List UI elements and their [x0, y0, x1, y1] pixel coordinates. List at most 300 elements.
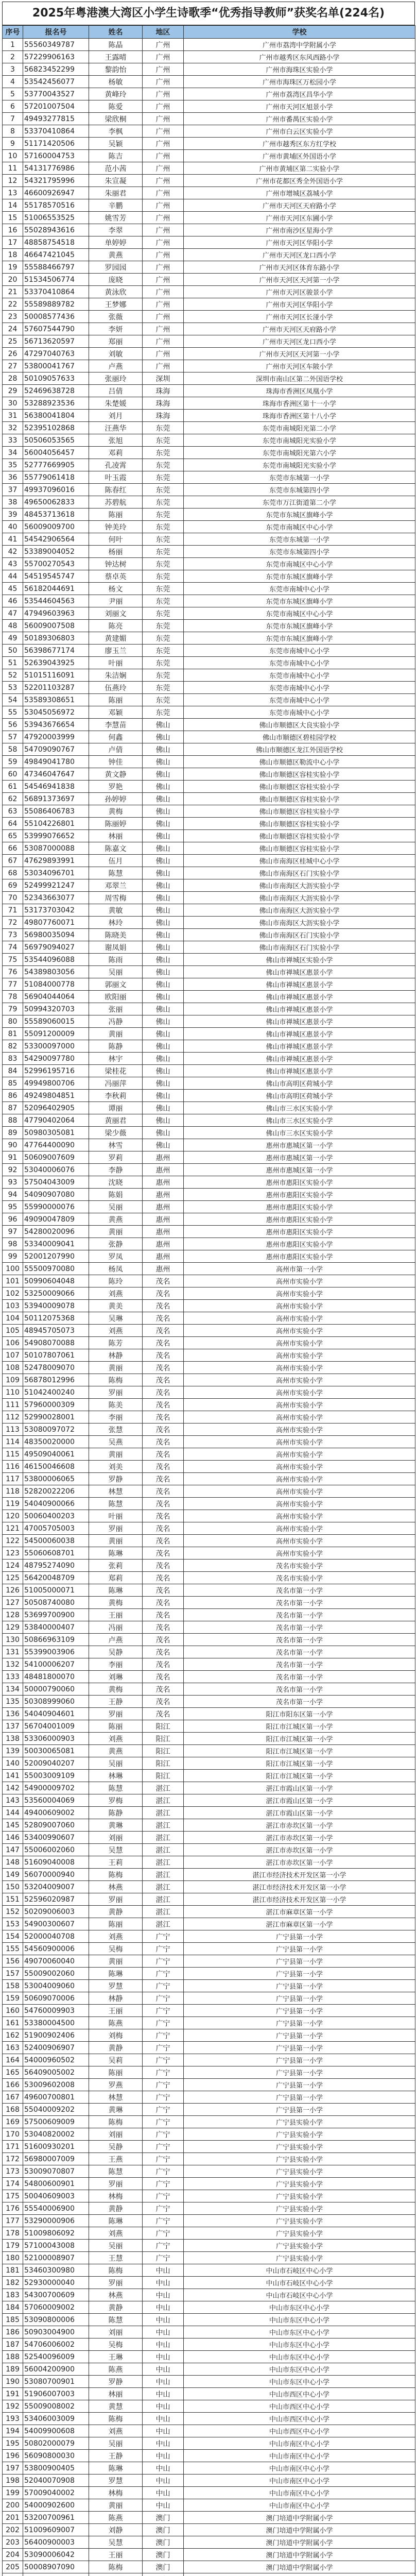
- row-registration-id: 53699700900: [23, 1609, 89, 1621]
- table-row: [3, 830, 415, 842]
- row-teacher-name: 杨敏: [89, 76, 143, 88]
- row-registration-id: 55028943616: [23, 224, 89, 236]
- row-region: 广宁: [143, 1943, 184, 1955]
- table-row: [3, 1522, 415, 1535]
- row-school: 佛山市禅城区惠景小学: [184, 1040, 415, 1053]
- row-registration-id: 54009900608: [23, 2425, 89, 2437]
- row-teacher-name: 王慧: [89, 2252, 143, 2264]
- row-teacher-name: 孔凌霄: [89, 459, 143, 471]
- row-registration-id: 54389803056: [23, 966, 89, 978]
- row-registration-id: 54040904601: [23, 1708, 89, 1720]
- row-region: 东莞: [143, 657, 184, 669]
- row-index: 121: [3, 1522, 23, 1535]
- table-row: [3, 1609, 415, 1621]
- row-teacher-name: 陈丽婷: [89, 818, 143, 830]
- row-teacher-name: 陈美: [89, 1399, 143, 1411]
- table-row: [3, 274, 415, 286]
- row-registration-id: 49400609002: [23, 1807, 89, 1819]
- table-row: [3, 459, 415, 471]
- row-registration-id: 57160004753: [23, 150, 89, 162]
- row-index: 59: [3, 756, 23, 768]
- table-row: [3, 372, 415, 385]
- row-school: 佛山市高明区荷城小学: [184, 1090, 415, 1102]
- row-registration-id: 49509040061: [23, 1448, 89, 1461]
- row-registration-id: 53040820002: [23, 2128, 89, 2141]
- row-index: 140: [3, 1757, 23, 1770]
- row-region: 广州: [143, 76, 184, 88]
- row-registration-id: 52930000040: [23, 2277, 89, 2289]
- row-index: 186: [3, 2326, 23, 2338]
- row-index: 69: [3, 879, 23, 892]
- row-registration-id: 52540096009: [23, 2351, 89, 2363]
- table-row: [3, 1572, 415, 1584]
- row-teacher-name: 冯丽萍: [89, 1077, 143, 1090]
- row-school: 东莞市南城中心小学: [184, 694, 415, 706]
- row-index: 151: [3, 1893, 23, 1906]
- row-registration-id: 53400990607: [23, 1832, 89, 1844]
- row-teacher-name: 吴静: [89, 1646, 143, 1658]
- row-teacher-name: 沈晓: [89, 1176, 143, 1189]
- row-index: 145: [3, 1819, 23, 1832]
- row-index: 123: [3, 1547, 23, 1560]
- row-region: 中山: [143, 2351, 184, 2363]
- row-registration-id: 54000960502: [23, 2054, 89, 2066]
- row-school: 珠海市香洲区第十八小学: [184, 410, 415, 422]
- row-index: 98: [3, 1238, 23, 1250]
- row-index: 77: [3, 978, 23, 991]
- row-registration-id: 56904044064: [23, 991, 89, 1003]
- row-region: 佛山: [143, 867, 184, 879]
- row-registration-id: 56878012996: [23, 1374, 89, 1386]
- row-region: 湛江: [143, 1869, 184, 1881]
- row-region: 佛山: [143, 1127, 184, 1139]
- row-index: 196: [3, 2450, 23, 2462]
- table-row: [3, 904, 415, 917]
- table-row: [3, 706, 415, 719]
- table-row: [3, 1560, 415, 1572]
- row-teacher-name: 陈慧: [89, 2314, 143, 2326]
- row-teacher-name: 陈静: [89, 1807, 143, 1819]
- row-school: 广州市天河区龙口西小学: [184, 335, 415, 348]
- row-school: 湛江市麻章区第一小学: [184, 1918, 415, 1930]
- row-region: 广州: [143, 360, 184, 372]
- row-teacher-name: 罗慧: [89, 1980, 143, 1992]
- row-teacher-name: 罗静: [89, 1473, 143, 1485]
- row-index: 96: [3, 1213, 23, 1226]
- row-index: 9: [3, 138, 23, 150]
- row-teacher-name: 林丽: [89, 2388, 143, 2400]
- row-registration-id: 54300700609: [23, 2289, 89, 2301]
- row-school: 惠州市惠阳区实验小学: [184, 1176, 415, 1189]
- row-registration-id: 48858754518: [23, 236, 89, 249]
- row-registration-id: 51006553525: [23, 212, 89, 224]
- row-index: 46: [3, 595, 23, 607]
- row-region: 茂名: [143, 1411, 184, 1423]
- row-region: 阳江: [143, 1770, 184, 1782]
- row-teacher-name: 梁桂花: [89, 1065, 143, 1077]
- row-index: 167: [3, 2091, 23, 2104]
- row-region: 广州: [143, 298, 184, 311]
- row-region: 茂名: [143, 1498, 184, 1510]
- row-school: 高州市实验小学: [184, 1510, 415, 1522]
- row-region: 广宁: [143, 2252, 184, 2264]
- row-teacher-name: 张静: [89, 1238, 143, 1250]
- row-index: 192: [3, 2400, 23, 2413]
- row-region: 茂名: [143, 1658, 184, 1671]
- table-row: [3, 2437, 415, 2450]
- row-index: 92: [3, 1164, 23, 1176]
- row-registration-id: 53770043527: [23, 88, 89, 100]
- row-region: 广宁: [143, 2104, 184, 2116]
- row-region: 东莞: [143, 533, 184, 546]
- row-registration-id: [23, 2573, 89, 2576]
- table-row: [3, 632, 415, 645]
- award-list-sheet: [2, 2, 415, 2576]
- row-index: 184: [3, 2301, 23, 2314]
- row-region: 茂名: [143, 1572, 184, 1584]
- table-row: [3, 385, 415, 397]
- row-registration-id: 53045056972: [23, 706, 89, 719]
- row-index: 73: [3, 929, 23, 941]
- table-row: [3, 2388, 415, 2400]
- row-index: 5: [3, 88, 23, 100]
- row-teacher-name: 蔡卓英: [89, 570, 143, 583]
- row-school: 湛江市霞山区第一小学: [184, 1782, 415, 1794]
- row-index: 24: [3, 323, 23, 335]
- row-region: 佛山: [143, 954, 184, 966]
- row-registration-id: 49650062833: [23, 496, 89, 509]
- row-school: 广宁县实验小学: [184, 2153, 415, 2165]
- row-index: 54: [3, 694, 23, 706]
- row-teacher-name: 李静: [89, 1164, 143, 1176]
- row-school: 高州市实验小学: [184, 1337, 415, 1349]
- table-row: [3, 1535, 415, 1547]
- row-index: 169: [3, 2116, 23, 2128]
- row-registration-id: 51005000071: [23, 1584, 89, 1597]
- row-school: 佛山市禅城区惠景小学: [184, 1003, 415, 1015]
- row-index: 177: [3, 2215, 23, 2227]
- row-teacher-name: 罗凤: [89, 1250, 143, 1263]
- row-index: 119: [3, 1498, 23, 1510]
- row-registration-id: 56409005002: [23, 2066, 89, 2079]
- row-index: 199: [3, 2487, 23, 2499]
- table-row: [3, 1015, 415, 1028]
- row-school: 中山市西区中心小学: [184, 2388, 415, 2400]
- row-teacher-name: 黄静: [89, 2301, 143, 2314]
- table-row: [3, 1844, 415, 1856]
- row-index: 168: [3, 2104, 23, 2116]
- row-teacher-name: 黄燕: [89, 1745, 143, 1757]
- row-region: 广宁: [143, 2141, 184, 2153]
- table-row: [3, 1263, 415, 1275]
- row-region: 佛山: [143, 731, 184, 743]
- table-row: [3, 657, 415, 669]
- row-school: 东莞市东城第一小学: [184, 471, 415, 484]
- row-teacher-name: 吴慧: [89, 1844, 143, 1856]
- table-row: [3, 2091, 415, 2104]
- row-region: 东莞: [143, 583, 184, 595]
- row-index: 105: [3, 1325, 23, 1337]
- table-row: [3, 286, 415, 298]
- table-row: [3, 917, 415, 929]
- row-teacher-name: 李翠: [89, 224, 143, 236]
- row-region: 东莞: [143, 694, 184, 706]
- row-registration-id: 50209006003: [23, 1906, 89, 1918]
- row-region: 广州: [143, 236, 184, 249]
- row-region: 东莞: [143, 484, 184, 496]
- row-index: 156: [3, 1955, 23, 1968]
- row-registration-id: 52990028001: [23, 1411, 89, 1423]
- row-school: 广州市增城区荔城小学: [184, 187, 415, 199]
- row-school: 佛山市禅城区惠景小学: [184, 1065, 415, 1077]
- row-index: 142: [3, 1782, 23, 1794]
- row-teacher-name: 张旭: [89, 434, 143, 447]
- row-index: 125: [3, 1572, 23, 1584]
- row-region: 广州: [143, 335, 184, 348]
- row-region: 茂名: [143, 1522, 184, 1535]
- row-teacher-name: 黄敏: [89, 904, 143, 917]
- row-school: 广宁县实验小学: [184, 2165, 415, 2178]
- table-row: [3, 1943, 415, 1955]
- row-index: 101: [3, 1275, 23, 1287]
- row-teacher-name: 刘燕: [89, 1930, 143, 1943]
- row-teacher-name: 罗园园: [89, 261, 143, 274]
- row-teacher-name: 冯丽: [89, 1621, 143, 1634]
- row-school: 茂名市第一小学: [184, 1683, 415, 1696]
- row-index: 83: [3, 1053, 23, 1065]
- row-registration-id: 52499921247: [23, 879, 89, 892]
- row-index: 60: [3, 768, 23, 781]
- row-region: 阳江: [143, 1757, 184, 1770]
- row-index: 147: [3, 1844, 23, 1856]
- row-registration-id: 56420048709: [23, 1572, 89, 1584]
- row-school: 广州市越秀区东方红学校: [184, 138, 415, 150]
- table-row: [3, 323, 415, 335]
- row-teacher-name: 何鑫: [89, 731, 143, 743]
- row-teacher-name: 吴梅: [89, 2338, 143, 2351]
- row-registration-id: 48945705073: [23, 1325, 89, 1337]
- table-row: [3, 682, 415, 694]
- row-registration-id: 55006002060: [23, 1844, 89, 1856]
- row-teacher-name: 罗燕: [89, 2079, 143, 2091]
- row-region: 广宁: [143, 1930, 184, 1943]
- row-school: 中山市石岐区中心小学: [184, 2277, 415, 2289]
- table-row: [3, 138, 415, 150]
- row-teacher-name: 林丽: [89, 830, 143, 842]
- row-registration-id: 50609070006: [23, 1992, 89, 2005]
- row-region: 佛山: [143, 818, 184, 830]
- row-region: 湛江: [143, 1832, 184, 1844]
- row-index: 21: [3, 286, 23, 298]
- row-region: 东莞: [143, 558, 184, 570]
- table-row: [3, 2499, 415, 2512]
- table-row: [3, 1782, 415, 1794]
- table-row: [3, 2277, 415, 2289]
- table-row: [3, 224, 415, 236]
- table-row: [3, 2524, 415, 2536]
- row-index: 40: [3, 521, 23, 533]
- row-region: 东莞: [143, 706, 184, 719]
- row-region: 广宁: [143, 2079, 184, 2091]
- row-registration-id: 50903004900: [23, 2326, 89, 2338]
- row-region: 茂名: [143, 1473, 184, 1485]
- row-school: 东莞市东城区旗峰小学: [184, 620, 415, 632]
- row-teacher-name: 吴莉: [89, 2054, 143, 2066]
- row-index: 68: [3, 867, 23, 879]
- row-index: 180: [3, 2252, 23, 2264]
- row-region: 中山: [143, 2450, 184, 2462]
- row-school: 广州市天河区骏景小学: [184, 286, 415, 298]
- table-row: [3, 335, 415, 348]
- row-teacher-name: 陈梅: [89, 2561, 143, 2573]
- table-row: [3, 162, 415, 175]
- row-teacher-name: 王丽: [89, 1609, 143, 1621]
- table-row: [3, 2227, 415, 2240]
- row-registration-id: 52096402905: [23, 1102, 89, 1114]
- row-school: 广州市天河区华阳小学: [184, 236, 415, 249]
- row-registration-id: 51906007003: [23, 2388, 89, 2400]
- row-school: 高州市实验小学: [184, 1349, 415, 1362]
- row-region: 佛山: [143, 879, 184, 892]
- row-teacher-name: 王琳: [89, 2351, 143, 2363]
- row-index: 72: [3, 917, 23, 929]
- row-teacher-name: 黄梅: [89, 805, 143, 818]
- row-registration-id: 53406003009: [23, 2413, 89, 2425]
- row-registration-id: 54760009903: [23, 2005, 89, 2017]
- row-index: 78: [3, 991, 23, 1003]
- row-school: 佛山市南海区石门实验小学: [184, 867, 415, 879]
- row-school: 佛山市南海区石门实验小学: [184, 941, 415, 954]
- row-school: 东莞市东城第四小学: [184, 484, 415, 496]
- table-row: [3, 212, 415, 224]
- table-row: [3, 1992, 415, 2005]
- row-school: 澳门培道中学附属小学: [184, 2561, 415, 2573]
- table-row: [3, 1720, 415, 1733]
- row-region: 中山: [143, 2413, 184, 2425]
- row-school: 高州市实验小学: [184, 1423, 415, 1436]
- row-region: 佛山: [143, 1053, 184, 1065]
- row-teacher-name: 卢燕: [89, 1634, 143, 1646]
- row-registration-id: 55104226801: [23, 818, 89, 830]
- row-teacher-name: 陈梅: [89, 2264, 143, 2277]
- row-school: 广州市天河区车陂小学: [184, 360, 415, 372]
- row-school: 东莞市东城第四小学: [184, 546, 415, 558]
- row-school: 珠海市香洲区第十一小学: [184, 397, 415, 410]
- table-row: [3, 2066, 415, 2079]
- row-region: 中山: [143, 2475, 184, 2487]
- row-region: 东莞: [143, 669, 184, 682]
- row-index: 106: [3, 1337, 23, 1349]
- table-row: [3, 1226, 415, 1238]
- row-teacher-name: 邓颖: [89, 706, 143, 719]
- row-registration-id: 55540006900: [23, 2202, 89, 2215]
- row-region: 广州: [143, 162, 184, 175]
- row-teacher-name: 范小茜: [89, 162, 143, 175]
- row-registration-id: 54542906564: [23, 533, 89, 546]
- row-region: 东莞: [143, 620, 184, 632]
- row-teacher-name: 罗梅: [89, 1794, 143, 1807]
- table-row: [3, 1189, 415, 1201]
- row-teacher-name: 刘月: [89, 410, 143, 422]
- row-teacher-name: 苏碧航: [89, 496, 143, 509]
- row-region: 茂名: [143, 1287, 184, 1300]
- row-school: 广宁县第一小学: [184, 2079, 415, 2091]
- row-region: 广宁: [143, 2054, 184, 2066]
- row-teacher-name: 叶丽: [89, 657, 143, 669]
- row-index: 114: [3, 1436, 23, 1448]
- row-index: 173: [3, 2165, 23, 2178]
- row-region: 佛山: [143, 781, 184, 793]
- row-index: 51: [3, 657, 23, 669]
- row-registration-id: 55589889782: [23, 298, 89, 311]
- row-registration-id: 56009007508: [23, 620, 89, 632]
- row-registration-id: 55091200009: [23, 1028, 89, 1040]
- row-school: 广州市天河区东圃小学: [184, 212, 415, 224]
- row-school: 中山市西区中心小学: [184, 2413, 415, 2425]
- row-region: 佛山: [143, 966, 184, 978]
- table-row: [3, 2363, 415, 2376]
- row-region: 东莞: [143, 682, 184, 694]
- row-index: 20: [3, 274, 23, 286]
- row-index: 146: [3, 1832, 23, 1844]
- row-index: 190: [3, 2376, 23, 2388]
- row-region: 广宁: [143, 2029, 184, 2042]
- row-registration-id: 49937096016: [23, 484, 89, 496]
- row-school: 佛山市顺德区容桂实验小学: [184, 793, 415, 805]
- row-region: 惠州: [143, 1176, 184, 1189]
- row-registration-id: 50040609003: [23, 2190, 89, 2202]
- row-index: 115: [3, 1448, 23, 1461]
- row-registration-id: 54000902600: [23, 2499, 89, 2512]
- row-registration-id: 53087000088: [23, 842, 89, 855]
- table-row: [3, 125, 415, 138]
- row-region: 广州: [143, 348, 184, 360]
- row-school: 广宁县第一小学: [184, 2029, 415, 2042]
- row-index: 50: [3, 645, 23, 657]
- row-region: 东莞: [143, 570, 184, 583]
- row-registration-id: 50609007609: [23, 1151, 89, 1164]
- row-school: 广宁县实验小学: [184, 2116, 415, 2128]
- row-index: 104: [3, 1312, 23, 1325]
- row-region: 广宁: [143, 2165, 184, 2178]
- row-teacher-name: 陈玲: [89, 1275, 143, 1287]
- table-row: [3, 2104, 415, 2116]
- row-teacher-name: 黄琳: [89, 1819, 143, 1832]
- row-region: 广州: [143, 187, 184, 199]
- table-row: [3, 2487, 415, 2499]
- table-row: [3, 1955, 415, 1968]
- row-registration-id: 50008577436: [23, 311, 89, 323]
- row-school: 高州市实验小学: [184, 1300, 415, 1312]
- row-registration-id: 56704001009: [23, 1720, 89, 1733]
- row-index: 94: [3, 1189, 23, 1201]
- row-region: 广州: [143, 51, 184, 63]
- row-region: 广州: [143, 175, 184, 187]
- row-index: 205: [3, 2561, 23, 2573]
- row-school: 中山市南区中心小学: [184, 2487, 415, 2499]
- row-index: 131: [3, 1646, 23, 1658]
- table-row: [3, 1461, 415, 1473]
- row-index: 41: [3, 533, 23, 546]
- row-school: 湛江市赤坎区第一小学: [184, 1844, 415, 1856]
- row-region: 东莞: [143, 496, 184, 509]
- row-region: 中山: [143, 2264, 184, 2277]
- table-row: [3, 645, 415, 657]
- table-row: [3, 2029, 415, 2042]
- row-region: [143, 2573, 184, 2576]
- row-index: 174: [3, 2178, 23, 2190]
- row-region: 茂名: [143, 1399, 184, 1411]
